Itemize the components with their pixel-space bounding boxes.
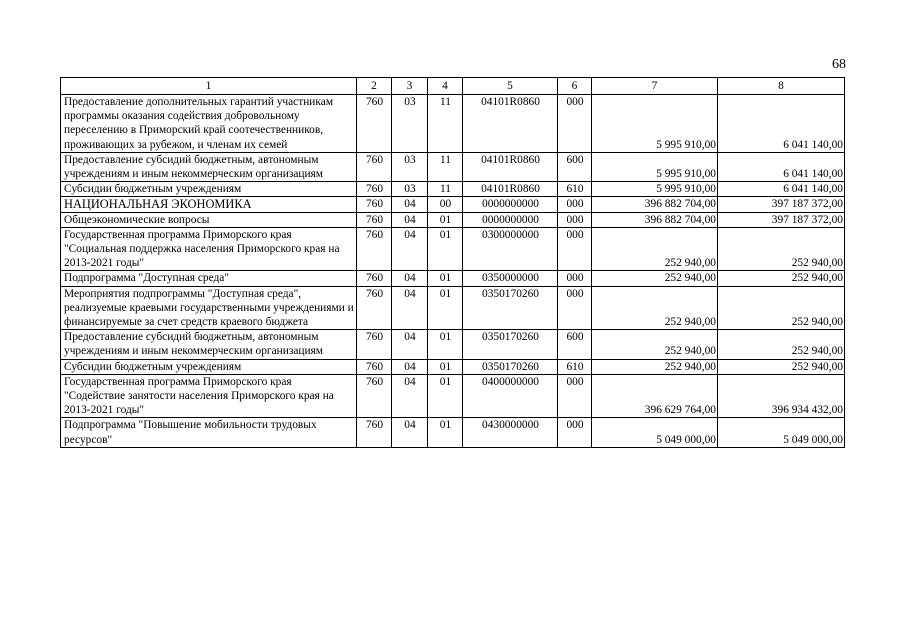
row-code-2: 760 (357, 271, 392, 286)
row-code-6: 600 (558, 152, 592, 181)
row-code-2: 760 (357, 95, 392, 153)
row-code-6: 000 (558, 286, 592, 330)
row-code-5: 0350000000 (463, 271, 558, 286)
column-header: 1 (61, 78, 357, 95)
row-code-6: 600 (558, 330, 592, 359)
row-amount-8: 252 940,00 (718, 271, 845, 286)
row-code-5: 0350170260 (463, 330, 558, 359)
table-row (61, 182, 845, 197)
row-amount-8: 252 940,00 (718, 286, 845, 330)
table-row (61, 227, 845, 271)
row-code-5: 0350170260 (463, 359, 558, 374)
column-header: 7 (592, 78, 718, 95)
row-amount-8: 396 934 432,00 (718, 374, 845, 418)
row-amount-7: 252 940,00 (592, 286, 718, 330)
row-code-2: 760 (357, 227, 392, 271)
row-code-3: 04 (392, 227, 428, 271)
row-code-5: 0430000000 (463, 418, 558, 447)
row-code-3: 04 (392, 271, 428, 286)
row-code-5: 0000000000 (463, 197, 558, 212)
row-amount-8: 252 940,00 (718, 227, 845, 271)
row-code-4: 11 (428, 95, 463, 153)
table-header-row (61, 78, 845, 95)
row-name: Предоставление субсидий бюджетным, автономным учреждениям и иным некоммерческим организациям (61, 152, 357, 181)
row-code-3: 04 (392, 286, 428, 330)
row-code-5: 04101R0860 (463, 182, 558, 197)
row-code-6: 000 (558, 197, 592, 212)
row-code-3: 04 (392, 374, 428, 418)
row-code-2: 760 (357, 374, 392, 418)
row-code-6: 000 (558, 95, 592, 153)
table-row (61, 152, 845, 181)
row-code-5: 0300000000 (463, 227, 558, 271)
row-code-3: 04 (392, 330, 428, 359)
row-code-6: 610 (558, 359, 592, 374)
row-code-4: 01 (428, 418, 463, 447)
row-amount-7: 5 995 910,00 (592, 152, 718, 181)
row-amount-7: 252 940,00 (592, 330, 718, 359)
column-header: 6 (558, 78, 592, 95)
row-code-5: 0000000000 (463, 212, 558, 227)
table-row (61, 359, 845, 374)
row-code-6: 000 (558, 271, 592, 286)
row-code-5: 04101R0860 (463, 95, 558, 153)
row-code-3: 03 (392, 182, 428, 197)
row-amount-7: 252 940,00 (592, 271, 718, 286)
row-amount-7: 252 940,00 (592, 359, 718, 374)
row-code-3: 04 (392, 359, 428, 374)
row-amount-8: 397 187 372,00 (718, 197, 845, 212)
row-code-3: 04 (392, 197, 428, 212)
row-code-4: 11 (428, 182, 463, 197)
row-name: Подпрограмма "Повышение мобильности трудовых ресурсов" (61, 418, 357, 447)
row-amount-7: 5 995 910,00 (592, 182, 718, 197)
table-row (61, 212, 845, 227)
page-number: 68 (832, 57, 846, 72)
row-code-2: 760 (357, 359, 392, 374)
row-code-4: 00 (428, 197, 463, 212)
row-code-4: 01 (428, 359, 463, 374)
row-amount-7: 5 995 910,00 (592, 95, 718, 153)
row-name: Государственная программа Приморского края "Социальная поддержка населения Приморского края на 2013-2021 годы" (61, 227, 357, 271)
row-code-6: 000 (558, 227, 592, 271)
row-code-4: 01 (428, 286, 463, 330)
row-code-4: 01 (428, 212, 463, 227)
column-header: 8 (718, 78, 845, 95)
column-header: 5 (463, 78, 558, 95)
row-amount-8: 6 041 140,00 (718, 152, 845, 181)
row-code-6: 000 (558, 212, 592, 227)
table-row (61, 271, 845, 286)
row-name: Субсидии бюджетным учреждениям (61, 182, 357, 197)
row-name: Общеэкономические вопросы (61, 212, 357, 227)
table-row (61, 418, 845, 447)
row-code-5: 04101R0860 (463, 152, 558, 181)
budget-table (60, 77, 845, 448)
table-row (61, 330, 845, 359)
row-code-3: 03 (392, 152, 428, 181)
table-row (61, 374, 845, 418)
row-amount-7: 5 049 000,00 (592, 418, 718, 447)
row-code-2: 760 (357, 418, 392, 447)
row-code-4: 01 (428, 374, 463, 418)
row-code-4: 01 (428, 227, 463, 271)
row-code-2: 760 (357, 152, 392, 181)
row-name: Предоставление субсидий бюджетным, автономным учреждениям и иным некоммерческим организациям (61, 330, 357, 359)
row-code-2: 760 (357, 182, 392, 197)
row-amount-7: 396 882 704,00 (592, 197, 718, 212)
row-amount-8: 252 940,00 (718, 330, 845, 359)
row-code-6: 000 (558, 374, 592, 418)
column-header: 3 (392, 78, 428, 95)
row-name: Подпрограмма "Доступная среда" (61, 271, 357, 286)
table-row (61, 95, 845, 153)
row-code-2: 760 (357, 197, 392, 212)
row-amount-7: 396 629 764,00 (592, 374, 718, 418)
column-header: 4 (428, 78, 463, 95)
row-name: Государственная программа Приморского края "Содействие занятости населения Приморского края на 2013-2021 годы" (61, 374, 357, 418)
row-name: Мероприятия подпрограммы "Доступная среда", реализуемые краевыми государственными учреждениями и финансируемые за счет средств краевого бюджета (61, 286, 357, 330)
table-row (61, 197, 845, 212)
column-header: 2 (357, 78, 392, 95)
row-amount-8: 6 041 140,00 (718, 95, 845, 153)
row-code-2: 760 (357, 330, 392, 359)
table-row (61, 286, 845, 330)
row-code-5: 0350170260 (463, 286, 558, 330)
row-amount-7: 396 882 704,00 (592, 212, 718, 227)
row-code-3: 03 (392, 95, 428, 153)
row-code-6: 610 (558, 182, 592, 197)
row-amount-8: 397 187 372,00 (718, 212, 845, 227)
row-code-4: 01 (428, 271, 463, 286)
row-code-2: 760 (357, 212, 392, 227)
row-code-5: 0400000000 (463, 374, 558, 418)
row-code-4: 11 (428, 152, 463, 181)
row-code-3: 04 (392, 418, 428, 447)
row-amount-8: 252 940,00 (718, 359, 845, 374)
row-name: Предоставление дополнительных гарантий участникам программы оказания содействия добровольному переселению в Приморский край соотечественников, проживающих за рубежом, и членам их семей (61, 95, 357, 153)
row-code-6: 000 (558, 418, 592, 447)
row-name: Субсидии бюджетным учреждениям (61, 359, 357, 374)
row-code-4: 01 (428, 330, 463, 359)
row-amount-7: 252 940,00 (592, 227, 718, 271)
row-code-3: 04 (392, 212, 428, 227)
row-amount-8: 6 041 140,00 (718, 182, 845, 197)
row-code-2: 760 (357, 286, 392, 330)
row-amount-8: 5 049 000,00 (718, 418, 845, 447)
row-name: НАЦИОНАЛЬНАЯ ЭКОНОМИКА (61, 197, 357, 212)
